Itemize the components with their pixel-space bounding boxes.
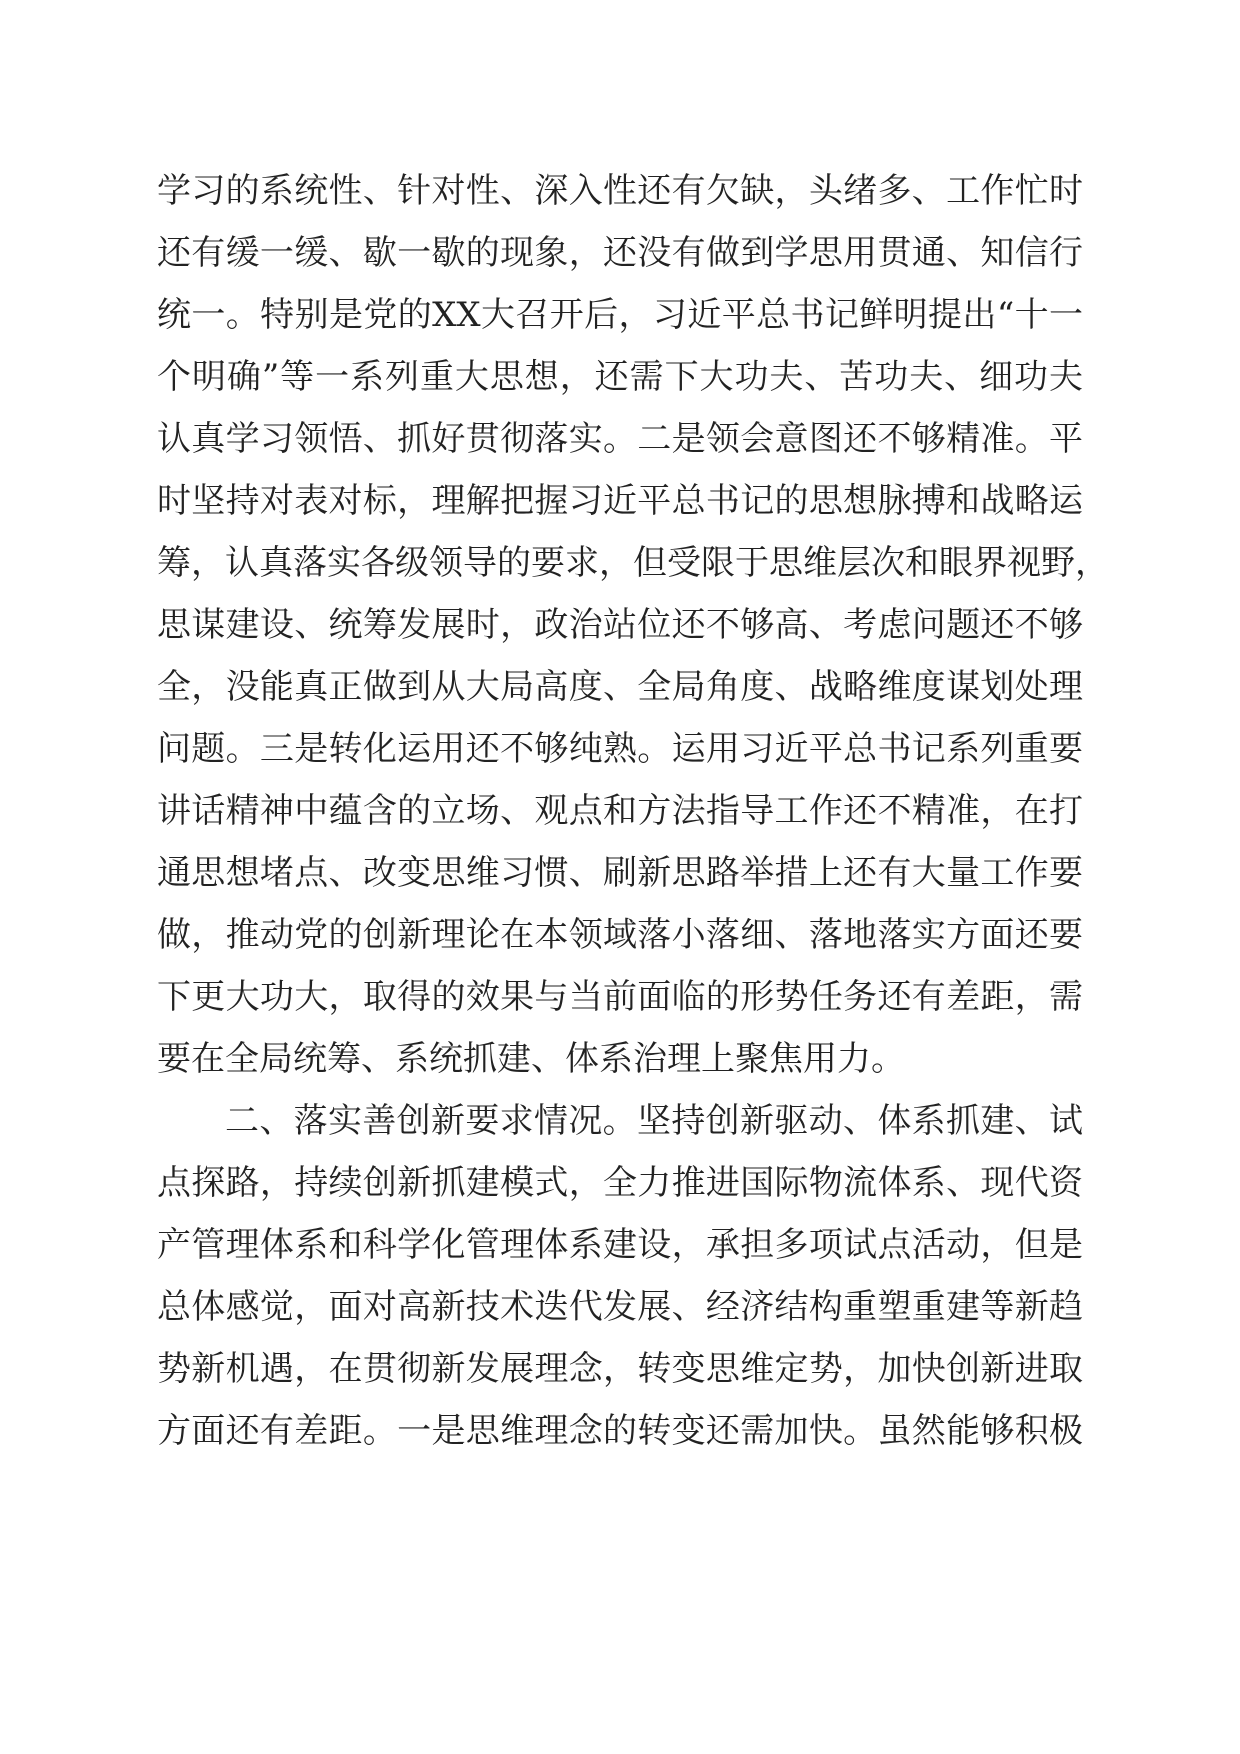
text-line: 筹，认真落实各级领导的要求，但受限于思维层次和眼界视野， <box>157 543 1109 583</box>
text-line: 方面还有差距。一是思维理念的转变还需加快。虽然能够积极 <box>157 1411 1083 1451</box>
text-line: 问题。三是转化运用还不够纯熟。运用习近平总书记系列重要 <box>157 729 1083 769</box>
text-line: 做，推动党的创新理论在本领域落小落细、落地落实方面还要 <box>157 915 1083 955</box>
text-line: 还有缓一缓、歇一歇的现象，还没有做到学思用贯通、知信行 <box>157 233 1083 273</box>
text-line: 总体感觉，面对高新技术迭代发展、经济结构重塑重建等新趋 <box>157 1287 1083 1327</box>
text-line: 个明确”等一系列重大思想，还需下大功夫、苦功夫、细功夫 <box>157 357 1083 397</box>
text-line: 全，没能真正做到从大局高度、全局角度、战略维度谋划处理 <box>157 667 1083 707</box>
text-line: 通思想堵点、改变思维习惯、刷新思路举措上还有大量工作要 <box>157 853 1083 893</box>
text-line: 思谋建设、统筹发展时，政治站位还不够高、考虑问题还不够 <box>157 605 1083 645</box>
text-line: 讲话精神中蕴含的立场、观点和方法指导工作还不精准，在打 <box>157 791 1083 831</box>
text-line: 点探路，持续创新抓建模式，全力推进国际物流体系、现代资 <box>157 1163 1083 1203</box>
text-line: 产管理体系和科学化管理体系建设，承担多项试点活动，但是 <box>157 1225 1083 1265</box>
text-line: 认真学习领悟、抓好贯彻落实。二是领会意图还不够精准。平 <box>157 419 1083 459</box>
text-line: 下更大功大，取得的效果与当前面临的形势任务还有差距，需 <box>157 977 1083 1017</box>
text-line: 学习的系统性、针对性、深入性还有欠缺，头绪多、工作忙时 <box>157 171 1083 211</box>
text-line: 统一。特别是党的XX大召开后，习近平总书记鲜明提出“十一 <box>157 295 1083 335</box>
body-text <box>157 160 1109 1462</box>
paragraph-start-line: 二、落实善创新要求情况。坚持创新驱动、体系抓建、试 <box>225 1101 1083 1141</box>
text-line: 时坚持对表对标，理解把握习近平总书记的思想脉搏和战略运 <box>157 481 1083 521</box>
text-line: 势新机遇，在贯彻新发展理念，转变思维定势，加快创新进取 <box>157 1349 1083 1389</box>
paragraph-end-line: 要在全局统筹、系统抓建、体系治理上聚焦用力。 <box>157 1039 905 1079</box>
